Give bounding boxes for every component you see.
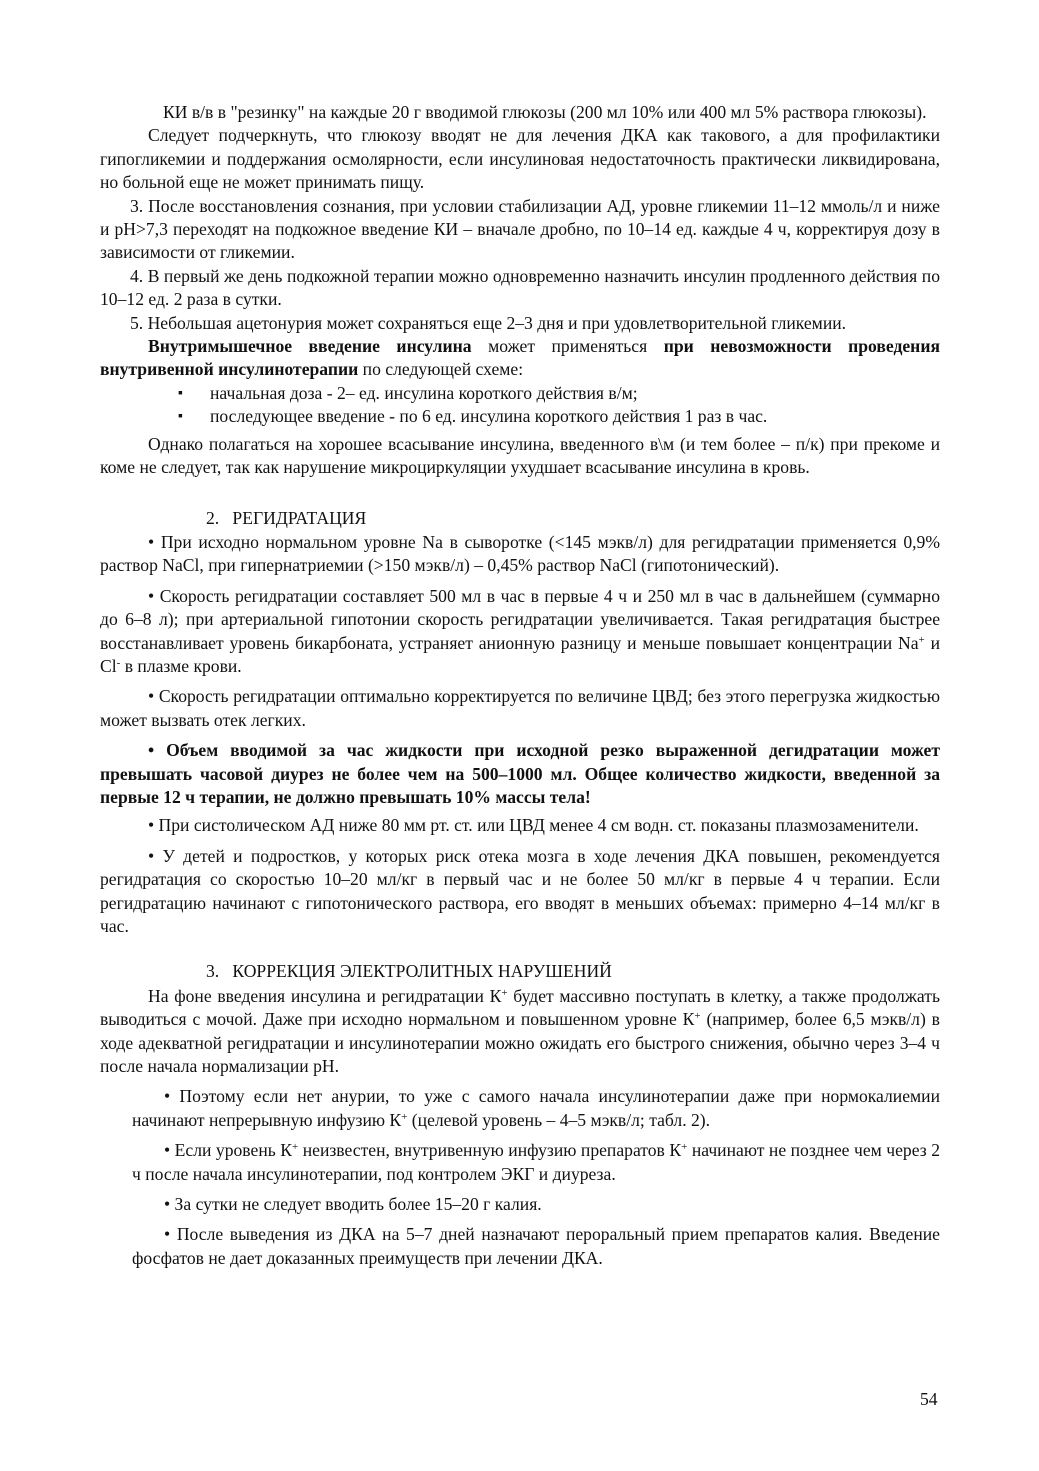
superscript: + [918,633,925,646]
superscript: - [116,656,121,669]
text-im-1: может применяться [471,336,664,357]
paragraph-glucose-purpose: Следует подчеркнуть, что глюкозу вводят не для лечения ДКА как такового, а для профилактики гипогликемии и поддержания осмолярности, если инсулиновая недостаточность практически ликвидирована, но больной еще не может принимать пищу. [100,125,940,193]
bullet-cvd: • Скорость регидратации оптимально корректируется по величине ЦВД; без этого перегрузка жидкостью может вызвать отек легких. [100,686,940,730]
paragraph-potassium [100,985,940,1079]
list-item-initial-dose [100,382,940,405]
list-item-text: начальная доза - 2– ед. инсулина короткого действия в/м; [210,382,638,403]
bullet-oral-potassium: • После выведения из ДКА на 5–7 дней назначают пероральный прием препаратов калия. Введение фосфатов не дает доказанных преимуществ при лечении ДКА. [132,1224,940,1268]
bullet-daily-potassium: • За сутки не следует вводить более 15–20 г калия. [164,1194,542,1215]
paragraph-im-insulin [100,335,940,382]
bullet-volume-bold: • Объем вводимой за час жидкости при исходной резко выраженной дегидратации может превышать часовой диурез не более чем на 500–1000 мл. Общее количество жидкости, введенной за первые 12 ч терапии, не должно превышать 10% массы тела! [100,740,940,807]
bullet-na-level: • При исходно нормальном уровне Na в сыворотке (<145 мэкв/л) для регидратации применяется 0,9% раствор NaCl, при гипернатриемии (>150 мэкв/л) – 0,45% раствор NaCl (гипотонический). [100,531,940,576]
superscript: + [501,986,508,999]
bullet-no-anuria [100,1085,940,1132]
section-number: 3. [206,961,220,982]
bullet-k-unknown [100,1139,940,1186]
paragraph-step-5: 5. Небольшая ацетонурия может сохраняться еще 2–3 дня и при удовлетворительной гликемии. [130,312,847,333]
text-part: • Скорость регидратации составляет 500 мл в час в первые 4 ч и 250 мл в час в дальнейшем (суммарно до 6–8 л); при артериальной гипотонии скорость регидратации увеличивается. Такая регидратация быстрее восстанавливает уровень бикарбоната, устраняет анионную разницу и меньше повышает концентрации Na [100,585,940,653]
bold-im-condition: при невозможности проведения внутривенной инсулинотерапии [100,336,940,380]
paragraph-absorption: Однако полагаться на хорошее всасывание инсулина, введенного в\м (и тем более – п/к) при прекоме и коме не следует, так как нарушение микроциркуляции ухудшает всасывание инсулина в кровь. [100,433,940,478]
superscript: + [401,1110,408,1123]
text-part: • Если уровень К [164,1140,292,1161]
bullet-rehydration-rate [100,585,940,679]
section-title: КОРРЕКЦИЯ ЭЛЕКТРОЛИТНЫХ НАРУШЕНИЙ [232,961,612,982]
text-part: и Cl [100,632,940,676]
text-part: будет массивно поступать в клетку, а также продолжать выводиться с мочой. Даже при исходно нормальном и повышенном уровне К [100,985,940,1030]
text-im-2: по следующей схеме: [358,359,524,380]
text-part: (целевой уровень – 4–5 мэкв/л; табл. 2). [407,1109,711,1130]
bullet-systolic: • При систолическом АД ниже 80 мм рт. ст. или ЦВД менее 4 см водн. ст. показаны плазмозаменители. [148,815,919,836]
page-number: 54 [920,1389,938,1409]
bold-im-insulin: Внутримышечное введение инсулина [148,336,472,357]
text-part: • Поэтому если нет анурии, то уже с самого начала инсулинотерапии даже при нормокалиемии начинают непрерывную инфузию К [132,1086,940,1130]
superscript: + [694,1010,701,1023]
text-part: начинают не позднее чем через 2 ч после начала инсулинотерапии, под контролем ЭКГ и диуреза. [132,1140,940,1184]
section-title: РЕГИДРАТАЦИЯ [232,507,367,528]
text-part: (например, более 6,5 мэкв/л) в ходе адекватной регидратации и инсулинотерапии можно ожидать его быстрого снижения, обычно через 3–4 ч после начала нормализации рН. [100,1009,940,1077]
paragraph-step-4: 4. В первый же день подкожной терапии можно одновременно назначить инсулин продленного действия по 10–12 ед. 2 раза в сутки. [100,265,940,310]
list-item-subsequent-dose [100,405,940,428]
bullet-children: • У детей и подростков, у которых риск отека мозга в ходе лечения ДКА повышен, рекомендуется регидратация со скоростью 10–20 мл/кг в первый час и не более 50 мл/кг в первые 4 ч терапии. Если регидратацию начинают с гипотонического раствора, его вводят в меньших объемах: примерно 4–14 мл/кг в час. [100,845,940,936]
text-part: На фоне введения инсулина и регидратации К [148,985,502,1006]
paragraph-step-3: 3. После восстановления сознания, при условии стабилизации АД, уровне гликемии 11–12 ммоль/л и ниже и рН>7,3 переходят на подкожное введение КИ – вначале дробно, по 10–14 ед. каждые 4 ч, корректируя дозу в зависимости от гликемии. [100,195,940,263]
page-body [100,101,940,1270]
section-number: 2. [206,507,220,528]
list-item-text: последующее введение - по 6 ед. инсулина короткого действия 1 раз в час. [210,406,768,427]
text-part: неизвестен, внутривенную инфузию препаратов К [298,1140,682,1161]
section-heading-rehydration [100,507,940,530]
superscript: + [292,1141,299,1154]
text-part: в плазме крови. [120,655,242,676]
superscript: + [681,1141,688,1154]
section-heading-electrolytes [100,960,940,983]
paragraph-ki-glucose: КИ в/в в "резинку" на каждые 20 г вводимой глюкозы (200 мл 10% или 400 мл 5% раствора глюкозы). [163,102,927,122]
